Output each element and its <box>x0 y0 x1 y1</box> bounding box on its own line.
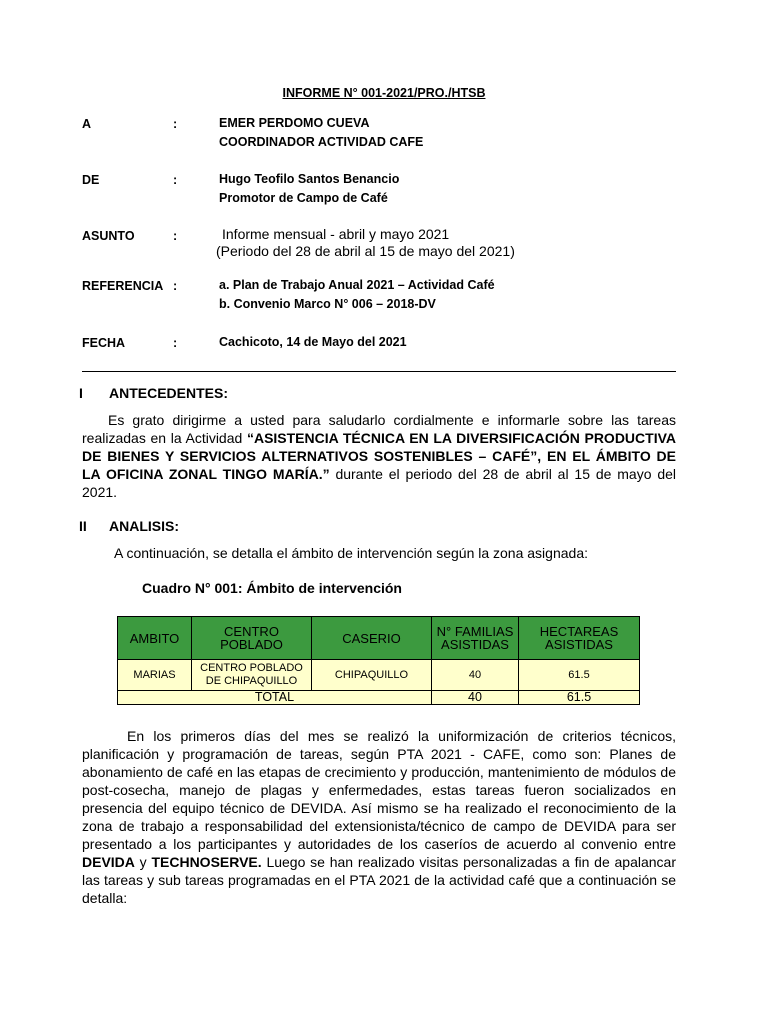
header-cell-caserio: CASERIO <box>312 617 432 660</box>
header-referencia-label: REFERENCIA <box>82 279 164 293</box>
paragraph2-mid: y <box>134 854 152 870</box>
reference-a: a. Plan de Trabajo Anual 2021 – Actividad Café <box>219 278 495 292</box>
section1-number: I <box>79 385 83 401</box>
table-total-row <box>118 691 640 705</box>
subject-line1: Informe mensual - abril y mayo 2021 <box>222 226 450 242</box>
cell-hectareas: 61.5 <box>519 660 640 691</box>
paragraph2-text-end: Luego se han realizado visitas personalizadas a fin de apalancar las tareas y sub tareas programadas en el PTA 2021 de la actividad café que a continuación se detalla: <box>82 854 676 906</box>
header-a-value <box>219 114 423 152</box>
cell-centro-poblado: CENTRO POBLADO DE CHIPAQUILLO <box>192 660 312 691</box>
recipient-role: COORDINADOR ACTIVIDAD CAFE <box>219 135 424 149</box>
paragraph2-devida: DEVIDA <box>82 854 135 870</box>
header-de-label: DE <box>82 173 100 187</box>
total-label: TOTAL <box>118 691 432 705</box>
date-value: Cachicoto, 14 de Mayo del 2021 <box>219 335 407 349</box>
cell-familias: 40 <box>432 660 519 691</box>
section2-paragraph <box>82 727 676 907</box>
header-fecha-colon: : <box>173 336 178 350</box>
sender-role: Promotor de Campo de Café <box>219 191 388 205</box>
section1-paragraph <box>82 411 676 501</box>
section1-text-bold: “ASISTENCIA TÉCNICA EN LA DIVERSIFICACIÓN PRODUCTIVA DE BIENES Y SERVICIOS ALTERNATIVOS SOSTENIBLES – CAFÉ”, EN EL ÁMBITO DE LA OFICINA ZONAL TINGO MARÍA.” <box>82 430 677 482</box>
table-caption: Cuadro N° 001: Ámbito de intervención <box>142 580 402 596</box>
section1-title: ANTECEDENTES: <box>109 385 229 401</box>
paragraph2-technoserve: TECHNOSERVE. <box>151 854 262 870</box>
paragraph2-text-start: En los primeros días del mes se realizó la uniformización de criterios técnicos, planificación y programación de tareas, según PTA 2021 - CAFE, como son: Planes de abonamiento de café en las etapas de crecimiento y producción, mantenimiento de módulos de post-cosecha, manejo de plagas y enfermedades, estas tareas fueron socializados en presencia del equipo técnico de DEVIDA. Así mismo se ha realizado el reconocimiento de la zona de trabajo a responsabilidad del extensionista/técnico de campo de DEVIDA para ser presentado a los participantes y autoridades de los caseríos de acuerdo al convenio entre <box>82 728 676 852</box>
reference-b: b. Convenio Marco N° 006 – 2018-DV <box>219 297 436 311</box>
header-cell-ambito: AMBITO <box>118 617 192 660</box>
section2-title: ANALISIS: <box>109 518 179 534</box>
subject-line2: (Periodo del 28 de abril al 15 de mayo del 2021) <box>216 243 515 259</box>
total-familias: 40 <box>432 691 519 705</box>
header-asunto-label: ASUNTO <box>82 229 135 243</box>
table-header-row <box>118 617 640 660</box>
cell-ambito: MARIAS <box>118 660 192 691</box>
section2-number: II <box>79 518 87 534</box>
header-a-colon: : <box>173 117 178 131</box>
section2-intro: A continuación, se detalla el ámbito de intervención según la zona asignada: <box>114 545 588 561</box>
header-cell-hectareas: HECTAREAS ASISTIDAS <box>519 617 640 660</box>
header-de-colon: : <box>173 173 178 187</box>
recipient-name: EMER PERDOMO CUEVA <box>219 116 370 130</box>
header-cell-centro-poblado: CENTRO POBLADO <box>192 617 312 660</box>
header-divider <box>82 371 676 372</box>
header-cell-familias: N° FAMILIAS ASISTIDAS <box>432 617 519 660</box>
intervention-table <box>117 616 640 705</box>
header-de-value <box>219 170 399 208</box>
total-hectareas: 61.5 <box>519 691 640 705</box>
section1-text-end: durante el periodo del 28 de abril al 15 de mayo del 2021. <box>82 466 676 500</box>
header-referencia-colon: : <box>173 279 178 293</box>
cell-caserio: CHIPAQUILLO <box>312 660 432 691</box>
document-title: INFORME N° 001-2021/PRO./HTSB <box>282 86 486 100</box>
table-row <box>118 660 640 691</box>
header-fecha-label: FECHA <box>82 336 126 350</box>
header-referencia-value <box>219 276 495 314</box>
sender-name: Hugo Teofilo Santos Benancio <box>219 172 400 186</box>
section1-text-start: Es grato dirigirme a usted para saludarlo cordialmente e informarle sobre las tareas realizadas en la Actividad <box>82 412 676 446</box>
header-asunto-colon: : <box>173 229 178 243</box>
header-a-label: A <box>82 117 92 131</box>
